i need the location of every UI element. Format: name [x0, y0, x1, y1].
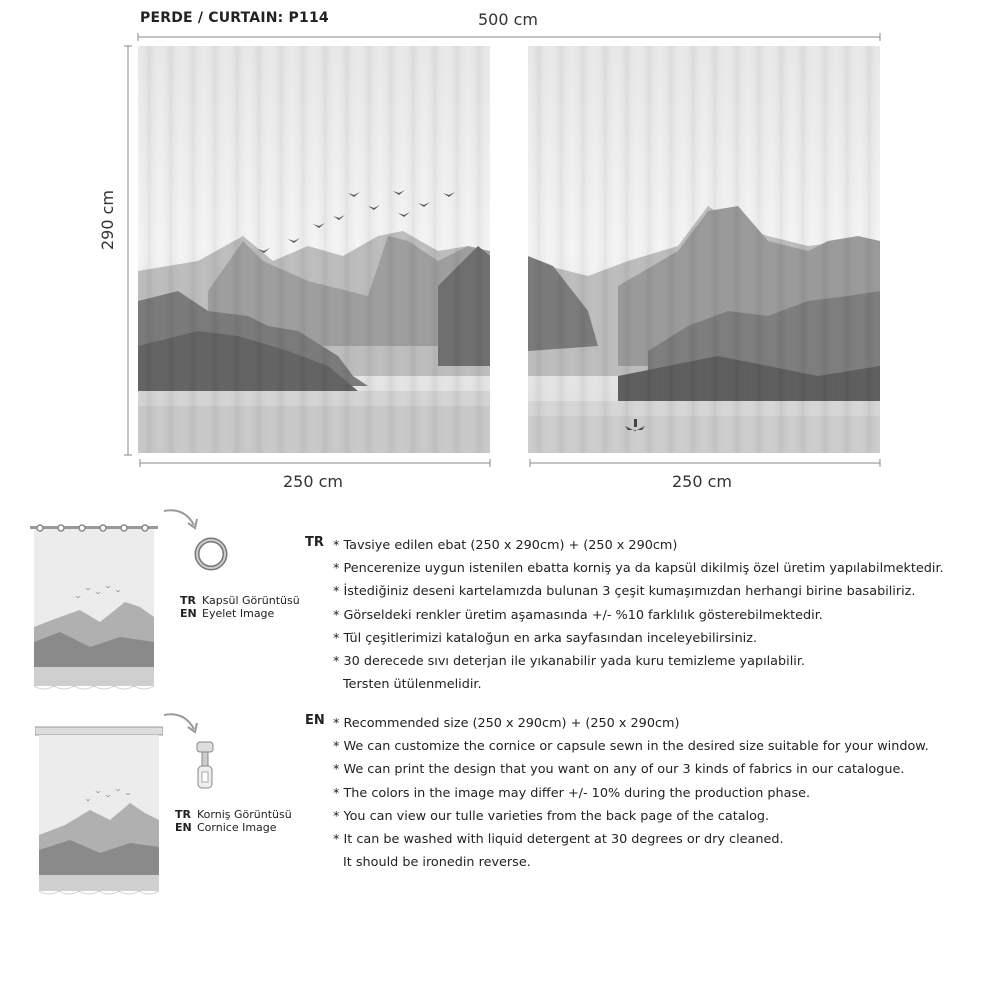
cornice-en-label: Cornice Image: [197, 821, 277, 834]
total-width-label: 500 cm: [478, 10, 539, 29]
curved-arrow-icon: [160, 505, 210, 535]
en-note: * It can be washed with liquid detergent at 30 degrees or dry cleaned.: [333, 832, 784, 848]
cornice-en-code: EN: [175, 821, 192, 834]
tr-note: * İstediğiniz deseni kartelamızda bulunan 3 çeşit kumaşımızdan herhangi birine basabiliriz.: [333, 584, 916, 600]
tr-note: * Pencerenize uygun istenilen ebatta korniş ya da kapsül dikilmiş özel üretim yapılabilmektedir.: [333, 561, 944, 577]
height-label: 290 cm: [98, 189, 117, 250]
cornice-curtain-thumbnail: [35, 725, 163, 897]
right-width-label: 250 cm: [672, 472, 733, 491]
eyelet-tr-code: TR: [180, 594, 196, 607]
en-lang-code: EN: [305, 713, 325, 728]
eyelet-tr-label: Kapsül Görüntüsü: [202, 594, 300, 607]
page-title: PERDE / CURTAIN: P114: [140, 10, 329, 26]
tr-notes-list: [333, 534, 944, 696]
eyelet-label: [180, 594, 300, 620]
en-note: * The colors in the image may differ +/- 10% during the production phase.: [333, 785, 811, 801]
eyelet-en-label: Eyelet Image: [202, 607, 275, 620]
eyelet-en-code: EN: [180, 607, 197, 620]
cornice-label: [175, 808, 292, 834]
cornice-hook-icon: [192, 740, 218, 796]
tr-note: * Görseldeki renkler üretim aşamasında +/- %10 farklılık gösterebilmektedir.: [333, 607, 823, 623]
en-note: * We can print the design that you want on any of our 3 kinds of fabrics in our catalogue.: [333, 762, 905, 778]
en-note: It should be ironedin reverse.: [343, 855, 531, 871]
left-width-label: 250 cm: [283, 472, 344, 491]
curved-arrow-icon: [160, 709, 210, 739]
en-notes-list: [333, 712, 929, 874]
cornice-tr-label: Korniş Görüntüsü: [197, 808, 292, 821]
tr-note: * Tavsiye edilen ebat (250 x 290cm) + (250 x 290cm): [333, 538, 678, 553]
curtain-panel-right: [528, 46, 880, 453]
en-note: * Recommended size (250 x 290cm) + (250 x 290cm): [333, 716, 680, 731]
tr-note: Tersten ütülenmelidir.: [343, 677, 482, 693]
cornice-tr-code: TR: [175, 808, 191, 821]
eyelet-curtain-thumbnail: [30, 522, 158, 692]
en-note: * We can customize the cornice or capsule sewn in the desired size suitable for your window.: [333, 739, 929, 755]
tr-note: * 30 derecede sıvı deterjan ile yıkanabilir yada kuru temizleme yapılabilir.: [333, 654, 805, 670]
tr-note: * Tül çeşitlerimizi kataloğun en arka sayfasından inceleyebilirsiniz.: [333, 630, 758, 646]
tr-lang-code: TR: [305, 535, 324, 550]
curtain-panel-left: [138, 46, 490, 453]
eyelet-ring-icon: [193, 536, 229, 572]
en-note: * You can view our tulle varieties from the back page of the catalog.: [333, 808, 770, 824]
